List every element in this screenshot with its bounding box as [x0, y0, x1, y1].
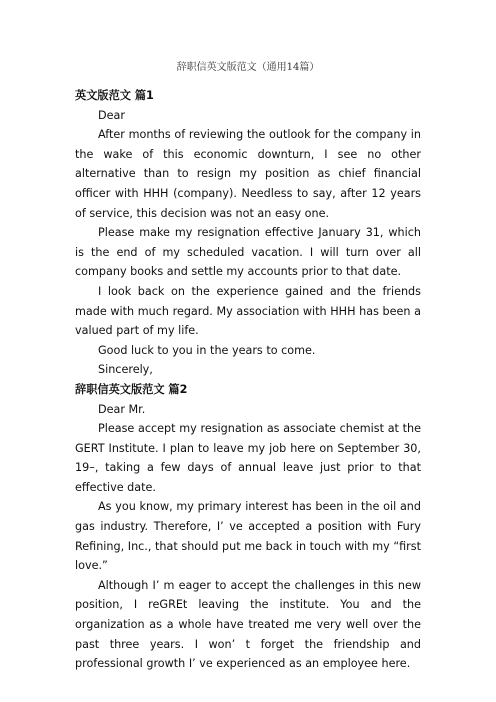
section-1	[75, 86, 421, 380]
section-2	[75, 380, 421, 674]
document-title: 辞职信英文版范文（通用14篇）	[176, 62, 320, 73]
paragraph: As you know, my primary interest has been in the oil and gas industry. Therefore, I’ ve accepted a position with Fury Refining, Inc., that should put me back in touch with my “first love.”	[75, 500, 421, 573]
paragraph: After months of reviewing the outlook for the company in the wake of this economic downturn, I see no other alternative than to resign my position as chief financial officer with HHH (company). Needless to say, after 12 years of service, this decision was not an easy one.	[75, 128, 421, 220]
paragraph: I look back on the experience gained and the friends made with much regard. My association with HHH has been a valued part of my life.	[75, 284, 421, 338]
closing: Sincerely,	[98, 363, 153, 377]
document-body	[75, 86, 421, 674]
paragraph: Please make my resignation effective January 31, which is the end of my scheduled vacation. I will turn over all company books and settle my accounts prior to that date.	[75, 226, 421, 279]
salutation: Dear	[98, 108, 125, 122]
section-heading: 英文版范文 篇1	[75, 89, 154, 102]
section-heading: 辞职信英文版范文 篇2	[75, 382, 188, 396]
paragraph: Please accept my resignation as associate chemist at the GERT Institute. I plan to leave my job here on September 30, 19–, taking a few days of annual leave just prior to that effective date.	[75, 422, 421, 494]
paragraph: Good luck to you in the years to come.	[98, 343, 316, 357]
salutation: Dear Mr.	[98, 402, 146, 416]
paragraph: Although I’ m eager to accept the challenges in this new position, I reGREt leaving the institute. You and the organization as a whole have treated me very well over the past three years. I won’ t forget the friendship and professional growth I’ ve experienced as an employee here.	[75, 578, 421, 671]
